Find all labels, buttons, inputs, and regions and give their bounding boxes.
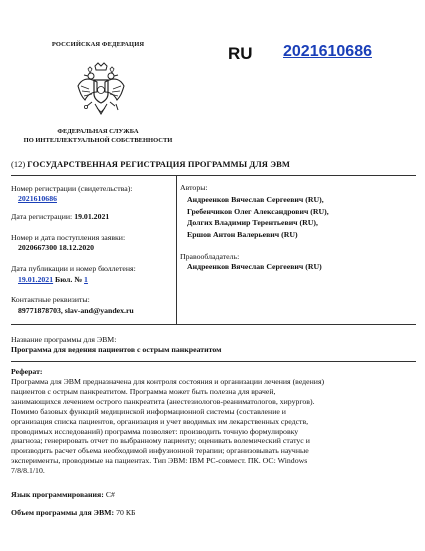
abstract-line: организация списка пациентов, организация и учет вводимых им лекарственных средств, (11, 416, 309, 426)
contacts-label: Контактные реквизиты: (11, 295, 90, 304)
divider-middle (11, 324, 416, 325)
size-value: 70 КБ (116, 508, 136, 517)
author-3: Долгих Владимир Терентьевич (RU), (187, 218, 318, 227)
reg-number-link[interactable]: 2021610686 (18, 194, 57, 203)
size-row (11, 508, 136, 518)
program-name-label: Название программы для ЭВМ: (11, 335, 117, 344)
divider-lower (11, 361, 416, 362)
reg-date-value: 19.01.2021 (74, 212, 110, 221)
reg-date-label: Дата регистрации: (11, 212, 73, 221)
language-label: Язык программирования: (11, 490, 104, 499)
abstract-line: 7/8/8.1/10. (11, 466, 45, 476)
document-number-link[interactable]: 2021610686 (283, 43, 372, 60)
holder-label: Правообладатель: (180, 252, 240, 261)
reg-date-row (11, 212, 109, 222)
title-text: ГОСУДАРСТВЕННАЯ РЕГИСТРАЦИЯ ПРОГРАММЫ ДЛЯ ЭВМ (27, 159, 291, 169)
author-1: Андреенков Вячеслав Сергеевич (RU), (187, 195, 324, 204)
agency-name (8, 128, 188, 145)
column-divider (176, 176, 177, 324)
language-row (11, 490, 115, 500)
abstract-line: Программа для ЭВМ предназначена для контроля состояния и организации лечения (ведения) (11, 377, 325, 386)
agency-line-1: ФЕДЕРАЛЬНАЯ СЛУЖБА (57, 128, 139, 135)
contacts-value: 89771878703, slav-and@yandex.ru (18, 306, 134, 315)
pub-date-link[interactable]: 19.01.2021 (18, 275, 54, 284)
country-name: РОССИЙСКАЯ ФЕДЕРАЦИЯ (51, 41, 145, 48)
program-name: Программа для ведения пациентов с острым панкреатитом (11, 345, 222, 354)
abstract-line: производить расчет объема необходимой инфузионной терапии; организовывать научные (11, 446, 309, 456)
document-title (11, 159, 290, 169)
size-label: Объем программы для ЭВМ: (11, 508, 115, 517)
coat-of-arms-emblem (75, 62, 127, 120)
abstract-line: эксперименты, проводимые на пациентах. Тип ЭВМ: IBM PC-совмест. ПК. ОС: Windows (11, 456, 308, 466)
abstract-label: Реферат: (11, 367, 43, 376)
pub-row (18, 275, 88, 285)
abstract-line: пациентов с острым панкреатитом. Программа может быть полезна для врачей, (11, 386, 276, 396)
app-value: 2020667300 18.12.2020 (18, 243, 95, 252)
title-code: (12) (11, 159, 26, 169)
language-value: C# (105, 490, 115, 499)
abstract-text (11, 377, 414, 476)
country-code: RU (228, 44, 253, 63)
app-label: Номер и дата поступления заявки: (11, 233, 126, 242)
pub-label: Дата публикации и номер бюллетеня: (11, 264, 136, 273)
author-4: Ершов Антон Валерьевич (RU) (187, 229, 298, 239)
abstract-line: Помимо базовых функций медицинской информационной системы (составление и (11, 406, 286, 416)
abstract-line: занимающихся лечением острого панкреатита (анестезиологов-реаниматологов, хирургов). (11, 396, 315, 406)
authors-list (187, 194, 329, 240)
abstract-line: проводимых исследований) программа позволяет: производить точную формулировку (11, 426, 299, 436)
authors-label: Авторы: (180, 183, 208, 192)
abstract-line: диагноза; генерировать отчет по выбранному пациенту; оценивать волемический статус и (11, 436, 310, 446)
divider-top (11, 175, 416, 176)
bulletin-number-link[interactable]: 1 (84, 275, 88, 284)
holder-value: Андреенков Вячеслав Сергеевич (RU) (187, 262, 322, 271)
author-2: Гребенчиков Олег Александрович (RU), (187, 206, 329, 216)
bulletin-label: Бюл. № (55, 275, 83, 284)
reg-number-label: Номер регистрации (свидетельства): (11, 184, 133, 193)
agency-line-2: ПО ИНТЕЛЛЕКТУАЛЬНОЙ СОБСТВЕННОСТИ (23, 136, 173, 144)
